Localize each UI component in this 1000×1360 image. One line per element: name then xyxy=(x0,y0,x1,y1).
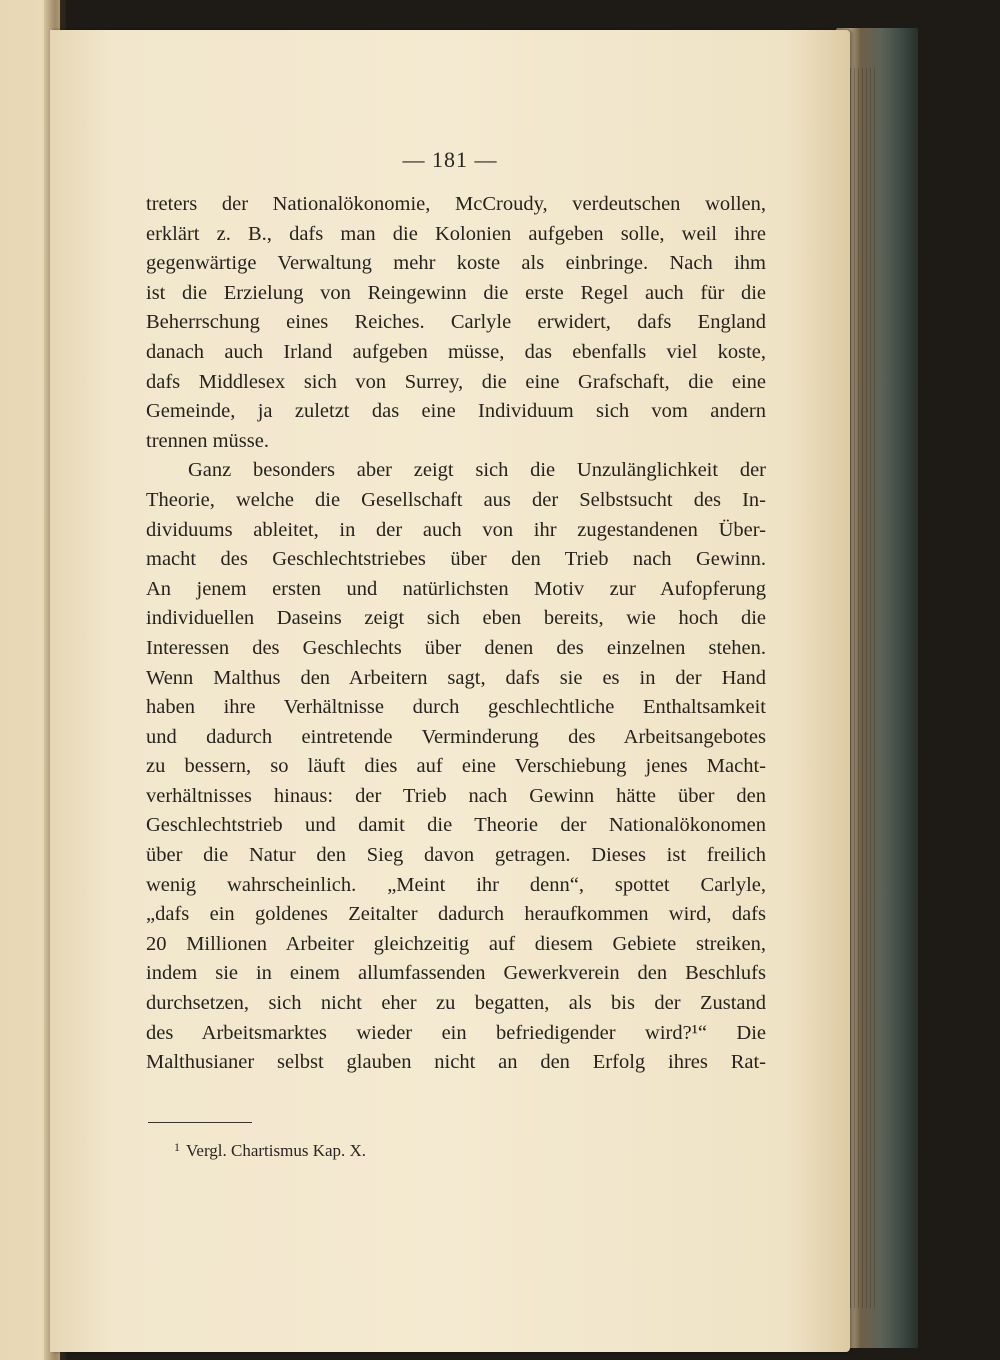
text-line: über die Natur den Sieg davon getragen. Dieses ist freilich xyxy=(146,844,766,867)
text-line: Interessen des Geschlechts über denen des einzelnen stehen. xyxy=(146,636,766,659)
body-text xyxy=(146,190,766,1078)
book-page xyxy=(50,30,850,1352)
text-line: ist die Erzielung von Reingewinn die erste Regel auch für die xyxy=(146,281,766,304)
text-line: Geschlechtstrieb und damit die Theorie der Nationalökonomen xyxy=(146,814,766,837)
footnote xyxy=(174,1140,366,1161)
text-line: des Arbeitsmarktes wieder ein befriedigender wird?¹“ Die xyxy=(146,1021,766,1044)
text-line: trennen müsse. xyxy=(146,429,269,452)
text-line: wenig wahrscheinlich. „Meint ihr denn“, spottet Carlyle, xyxy=(146,873,766,896)
page-number: — 181 — xyxy=(402,147,498,172)
text-line: An jenem ersten und natürlichsten Motiv zur Aufopferung xyxy=(146,577,766,600)
text-line: Theorie, welche die Gesellschaft aus der Selbstsucht des In- xyxy=(146,488,766,511)
text-line: durchsetzen, sich nicht eher zu begatten, als bis der Zustand xyxy=(146,992,766,1015)
text-line: Beherrschung eines Reiches. Carlyle erwidert, dafs England xyxy=(146,311,766,334)
text-line: macht des Geschlechtstriebes über den Trieb nach Gewinn. xyxy=(146,548,766,571)
text-line: „dafs ein goldenes Zeitalter dadurch heraufkommen wird, dafs xyxy=(146,903,766,926)
text-line: 20 Millionen Arbeiter gleichzeitig auf diesem Gebiete streiken, xyxy=(146,932,766,955)
footnote-divider xyxy=(148,1122,252,1123)
text-line: Gemeinde, ja zuletzt das eine Individuum sich vom andern xyxy=(146,400,766,423)
text-line: gegenwärtige Verwaltung mehr koste als einbringe. Nach ihm xyxy=(146,252,766,275)
text-line: indem sie in einem allumfassenden Gewerkverein den Beschlufs xyxy=(146,962,766,985)
text-line: dividuums ableitet, in der auch von ihr zugestandenen Über- xyxy=(146,518,766,541)
text-line: Wenn Malthus den Arbeitern sagt, dafs sie es in der Hand xyxy=(146,666,766,689)
text-line-paragraph-start: Ganz besonders aber zeigt sich die Unzulänglichkeit der xyxy=(188,459,766,482)
text-line: danach auch Irland aufgeben müsse, das ebenfalls viel koste, xyxy=(146,340,766,363)
text-line: individuellen Daseins zeigt sich eben bereits, wie hoch die xyxy=(146,607,766,630)
text-line: erklärt z. B., dafs man die Kolonien aufgeben solle, weil ihre xyxy=(146,222,766,245)
footnote-text: Vergl. Chartismus Kap. X. xyxy=(186,1141,367,1160)
text-line: treters der Nationalökonomie, McCroudy, verdeutschen wollen, xyxy=(146,193,766,215)
footnote-marker: 1 xyxy=(174,1140,180,1154)
text-line: dafs Middlesex sich von Surrey, die eine Grafschaft, die eine xyxy=(146,370,766,393)
text-line: Malthusianer selbst glauben nicht an den Erfolg ihres Rat- xyxy=(146,1051,766,1074)
text-line: und dadurch eintretende Verminderung des Arbeitsangebotes xyxy=(146,725,766,748)
text-line: verhältnisses hinaus: der Trieb nach Gewinn hätte über den xyxy=(146,784,766,807)
text-line: zu bessern, so läuft dies auf eine Verschiebung jenes Macht- xyxy=(146,755,766,778)
text-line: haben ihre Verhältnisse durch geschlechtliche Enthaltsamkeit xyxy=(146,696,766,719)
